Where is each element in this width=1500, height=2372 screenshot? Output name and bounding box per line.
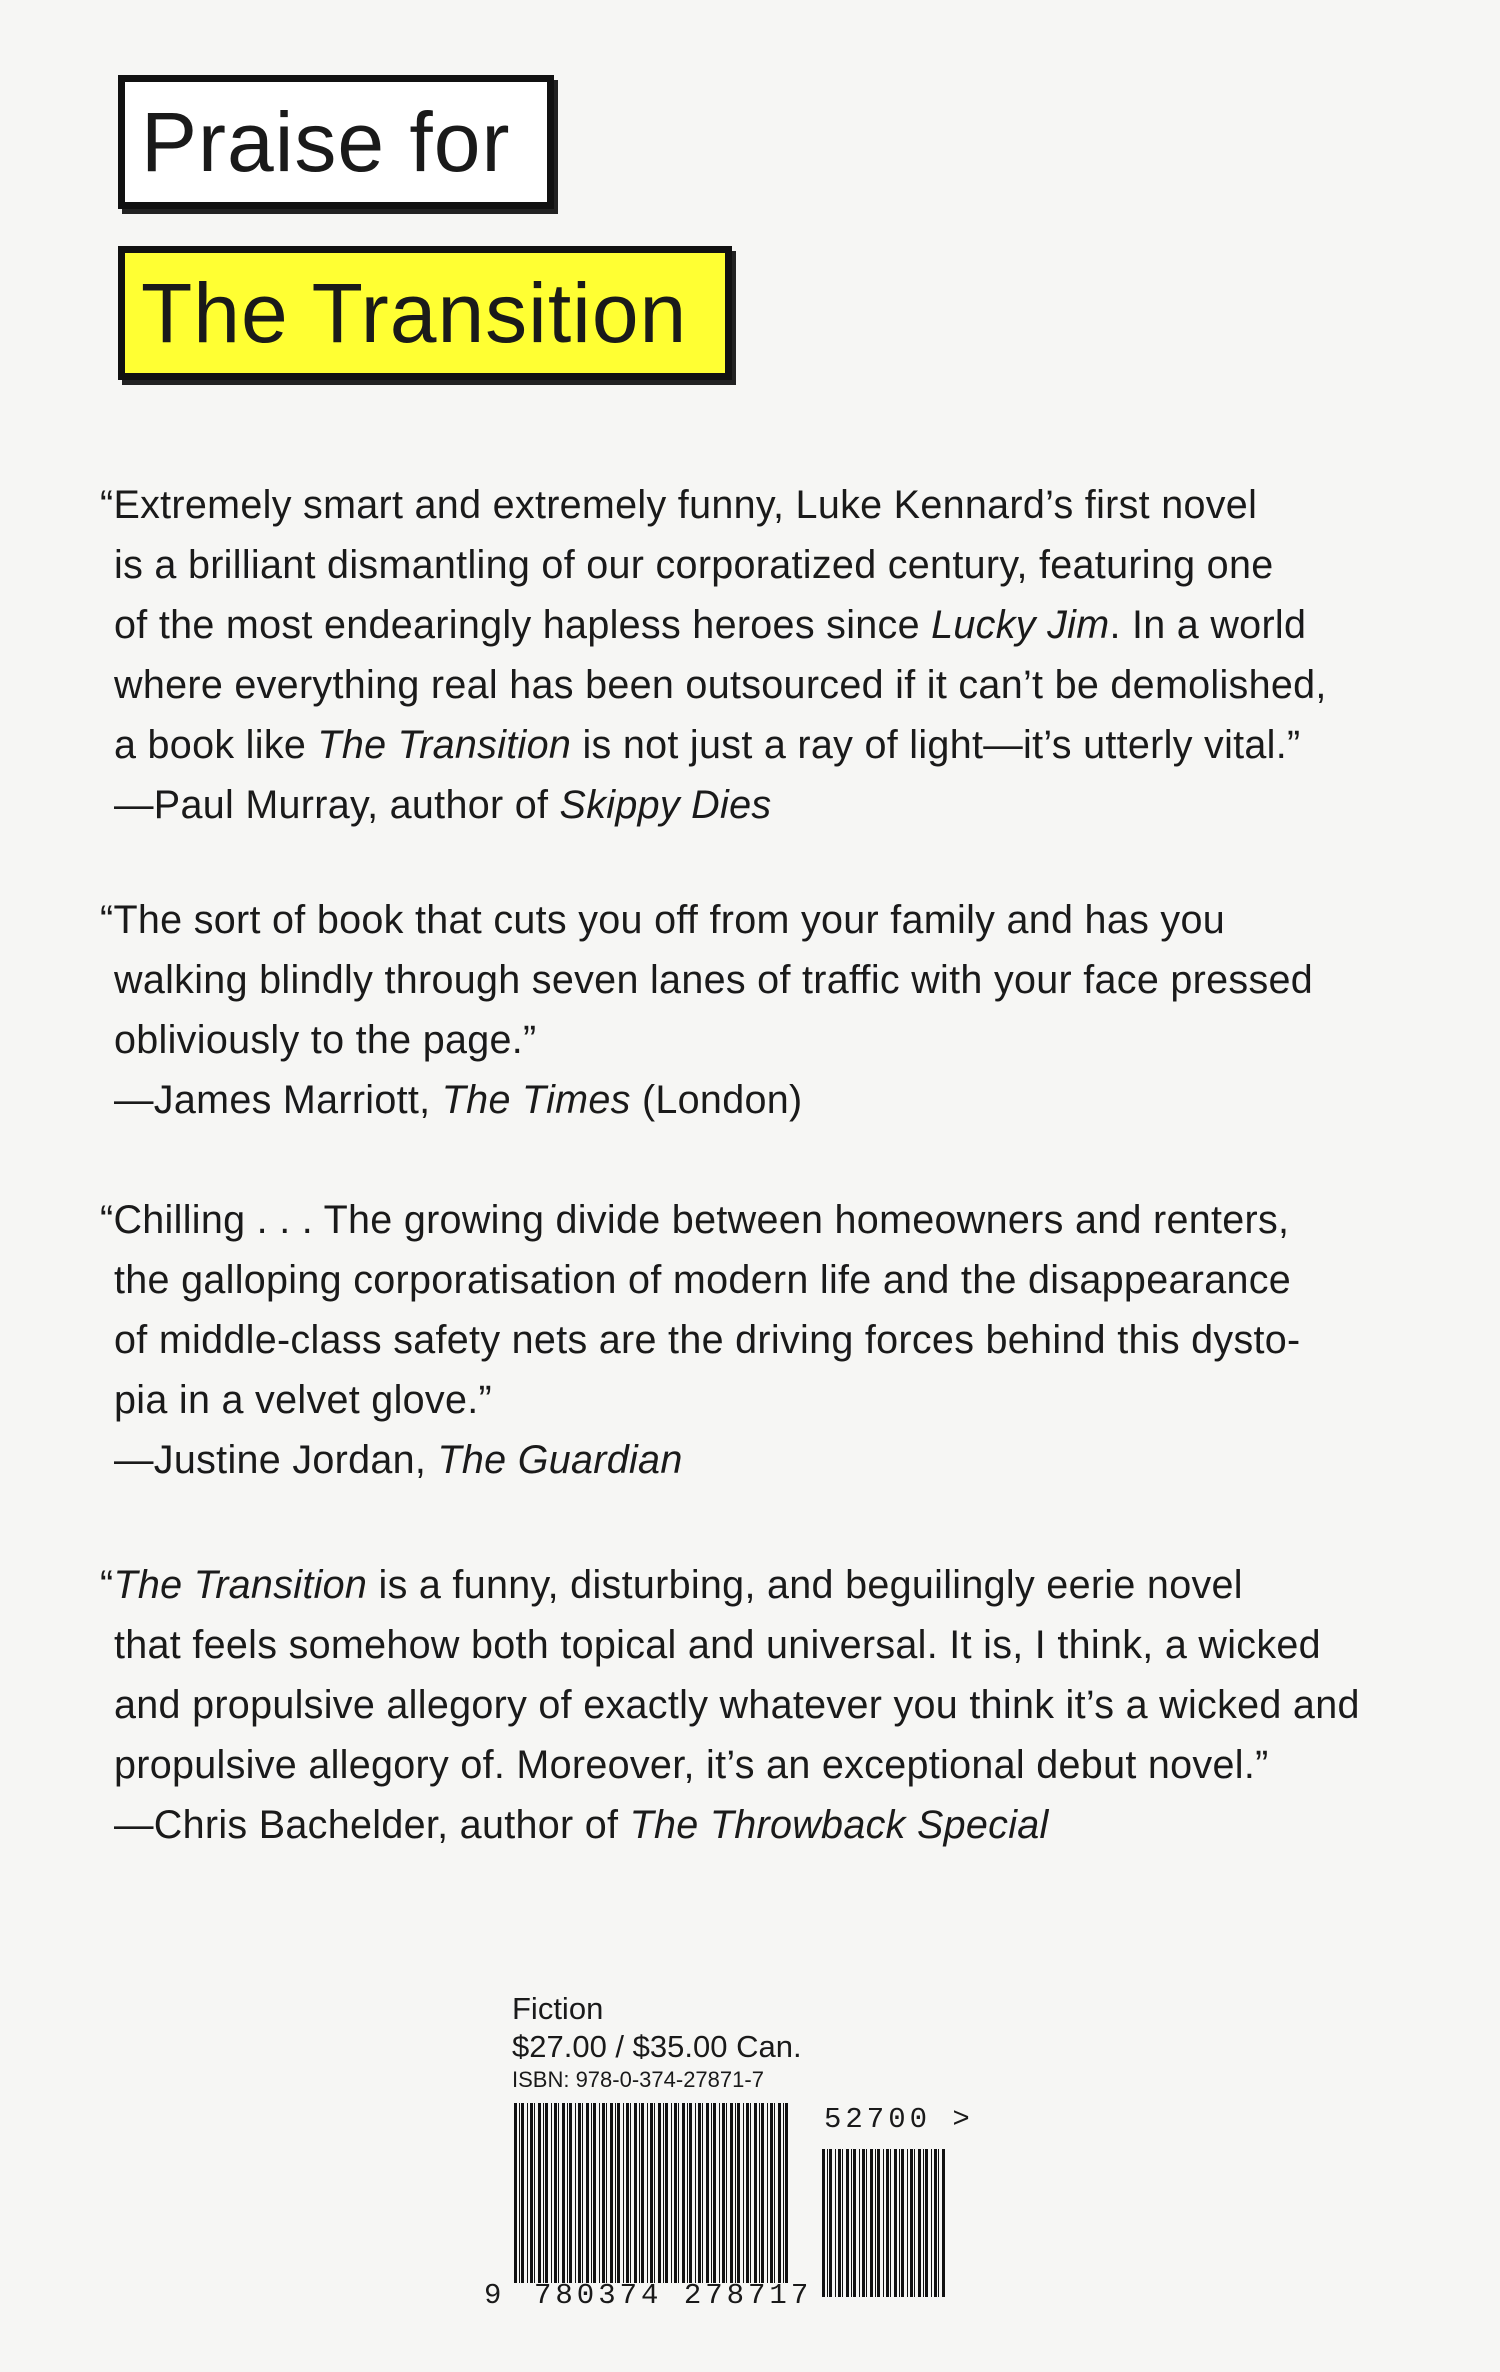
barcode-bar bbox=[578, 2103, 581, 2283]
barcode-bar bbox=[599, 2103, 600, 2283]
barcode-bar bbox=[647, 2103, 648, 2283]
blurb-line: “The Transition is a funny, disturbing, and beguilingly eerie novel bbox=[100, 1563, 1243, 1607]
barcode-bar bbox=[602, 2103, 605, 2283]
barcode-bar bbox=[931, 2149, 932, 2297]
italic-title: Skippy Dies bbox=[559, 783, 772, 827]
blurb-line: “Extremely smart and extremely funny, Luke Kennard’s first novel bbox=[100, 483, 1258, 527]
barcode-bar bbox=[719, 2103, 720, 2283]
barcode-bar bbox=[567, 2103, 568, 2283]
blurb-4 bbox=[100, 1555, 1400, 1855]
blurb-3 bbox=[100, 1190, 1400, 1490]
barcode-bar bbox=[822, 2149, 825, 2297]
barcode-bar bbox=[606, 2103, 607, 2283]
title-book-name-text: The Transition bbox=[141, 266, 688, 360]
barcode-main-digits: 780374 278717 bbox=[534, 2279, 813, 2312]
barcode-bar bbox=[842, 2149, 843, 2297]
barcode-bar bbox=[853, 2149, 856, 2297]
barcode-bar bbox=[778, 2103, 781, 2283]
price-label: $27.00 / $35.00 Can. bbox=[512, 2029, 802, 2064]
barcode-bar bbox=[767, 2103, 768, 2283]
barcode-bar bbox=[689, 2103, 692, 2283]
barcode-bar bbox=[737, 2103, 740, 2283]
barcode-bar bbox=[591, 2103, 592, 2283]
barcode-bar bbox=[702, 2103, 703, 2283]
blurb-attribution: —Justine Jordan, The Guardian bbox=[114, 1438, 683, 1482]
barcode-bar bbox=[899, 2149, 900, 2297]
barcode-bar bbox=[538, 2103, 541, 2283]
barcode-bar bbox=[774, 2103, 775, 2283]
italic-title: The Times bbox=[441, 1078, 631, 1122]
blurb-line: propulsive allegory of. Moreover, it’s an exceptional debut novel.” bbox=[114, 1743, 1269, 1787]
barcode-bar bbox=[687, 2103, 688, 2283]
blurb-line: of middle-class safety nets are the driving forces behind this dysto- bbox=[114, 1318, 1301, 1362]
barcode-bar bbox=[783, 2103, 784, 2283]
barcode-bar bbox=[545, 2103, 548, 2283]
blurb-line: pia in a velvet glove.” bbox=[114, 1378, 492, 1422]
barcode-bar bbox=[827, 2149, 828, 2297]
barcode-bar bbox=[569, 2103, 572, 2283]
barcode-bar bbox=[706, 2103, 709, 2283]
barcode-bar bbox=[883, 2149, 884, 2297]
barcode-bar bbox=[554, 2103, 557, 2283]
barcode-bar bbox=[750, 2103, 751, 2283]
barcode-bar bbox=[586, 2103, 589, 2283]
blurb-line: a book like The Transition is not just a ray of light—it’s utterly vital.” bbox=[114, 723, 1301, 767]
barcode-bar bbox=[759, 2103, 760, 2283]
barcode-bar bbox=[886, 2149, 889, 2297]
category-label: Fiction bbox=[512, 1991, 604, 2026]
barcode-bar bbox=[907, 2149, 908, 2297]
barcode-bar bbox=[770, 2103, 773, 2283]
blurb-attribution: —Chris Bachelder, author of The Throwback Special bbox=[114, 1803, 1049, 1847]
blurb-line: of the most endearingly hapless heroes since Lucky Jim. In a world bbox=[114, 603, 1307, 647]
barcode-bar bbox=[938, 2149, 939, 2297]
barcode-bar bbox=[630, 2103, 631, 2283]
barcode-bar bbox=[514, 2103, 517, 2283]
isbn-label: ISBN: 978-0-374-27871-7 bbox=[512, 2067, 764, 2092]
barcode-bar bbox=[617, 2103, 620, 2283]
barcode-bar bbox=[846, 2149, 849, 2297]
barcode-bar bbox=[942, 2149, 945, 2297]
barcode-bar bbox=[610, 2103, 613, 2283]
barcode-bar bbox=[658, 2103, 661, 2283]
barcode-bar bbox=[530, 2103, 533, 2283]
barcode-bar bbox=[634, 2103, 637, 2283]
barcode-bar bbox=[626, 2103, 629, 2283]
blurb-1 bbox=[100, 475, 1400, 835]
barcode-bar bbox=[914, 2149, 915, 2297]
barcode-bar bbox=[918, 2149, 921, 2297]
barcode-bar bbox=[615, 2103, 616, 2283]
title-praise-for-text: Praise for bbox=[141, 95, 511, 189]
barcode-bar bbox=[527, 2103, 528, 2283]
barcode-bar bbox=[654, 2103, 655, 2283]
barcode-bar bbox=[925, 2149, 928, 2297]
barcode-bar bbox=[521, 2103, 524, 2283]
blurb-line: is a brilliant dismantling of our corporatized century, featuring one bbox=[114, 543, 1274, 587]
barcode-bar bbox=[923, 2149, 924, 2297]
barcode-bar bbox=[543, 2103, 544, 2283]
barcode-bar bbox=[665, 2103, 668, 2283]
barcode-bar bbox=[593, 2103, 596, 2283]
blurb-line: that feels somehow both topical and universal. It is, I think, a wicked bbox=[114, 1623, 1321, 1667]
blurb-line: “The sort of book that cuts you off from your family and has you bbox=[100, 898, 1226, 942]
barcode-bar bbox=[641, 2103, 644, 2283]
barcode-bar bbox=[575, 2103, 576, 2283]
barcode-bar bbox=[726, 2103, 727, 2283]
barcode-bar bbox=[829, 2149, 832, 2297]
blurb-attribution: —James Marriott, The Times (London) bbox=[114, 1078, 803, 1122]
barcode-bar bbox=[877, 2149, 880, 2297]
barcode-bar bbox=[870, 2149, 873, 2297]
barcode-first-digit: 9 bbox=[484, 2279, 506, 2312]
barcode-bar bbox=[639, 2103, 640, 2283]
barcode bbox=[484, 2103, 974, 2323]
blurb-line: “Chilling . . . The growing divide between homeowners and renters, bbox=[100, 1198, 1290, 1242]
barcode-main-bars bbox=[512, 2103, 792, 2283]
barcode-bar bbox=[682, 2103, 685, 2283]
barcode-bar bbox=[519, 2103, 520, 2283]
barcode-bar bbox=[558, 2103, 559, 2283]
barcode-bar bbox=[785, 2103, 788, 2283]
barcode-bar bbox=[901, 2149, 904, 2297]
barcode-bar bbox=[743, 2103, 744, 2283]
barcode-bar bbox=[534, 2103, 535, 2283]
barcode-bar bbox=[859, 2149, 860, 2297]
blurb-line: obliviously to the page.” bbox=[114, 1018, 537, 1062]
barcode-bar bbox=[894, 2149, 897, 2297]
barcode-supplement-digits: 52700 > bbox=[824, 2103, 974, 2136]
blurb-attribution: —Paul Murray, author of Skippy Dies bbox=[114, 783, 772, 827]
italic-title: Lucky Jim bbox=[931, 603, 1110, 647]
barcode-bar bbox=[735, 2103, 736, 2283]
barcode-bar bbox=[582, 2103, 583, 2283]
barcode-bar bbox=[623, 2103, 624, 2283]
barcode-bar bbox=[746, 2103, 749, 2283]
blurb-line: and propulsive allegory of exactly whatever you think it’s a wicked and bbox=[114, 1683, 1360, 1727]
title-book-name bbox=[118, 246, 732, 380]
barcode-bar bbox=[934, 2149, 937, 2297]
barcode-bar bbox=[866, 2149, 867, 2297]
barcode-bar bbox=[862, 2149, 865, 2297]
blurb-line: walking blindly through seven lanes of traffic with your face pressed bbox=[114, 958, 1314, 1002]
italic-title: The Throwback Special bbox=[629, 1803, 1049, 1847]
blurb-line: the galloping corporatisation of modern life and the disappearance bbox=[114, 1258, 1292, 1302]
italic-title: The Guardian bbox=[437, 1438, 683, 1482]
blurb-line: where everything real has been outsourced if it can’t be demolished, bbox=[114, 663, 1327, 707]
barcode-bar bbox=[713, 2103, 716, 2283]
barcode-supplement-bars bbox=[820, 2149, 948, 2297]
barcode-bar bbox=[678, 2103, 679, 2283]
barcode-bar bbox=[698, 2103, 701, 2283]
barcode-bar bbox=[650, 2103, 653, 2283]
barcode-bar bbox=[851, 2149, 852, 2297]
italic-title: The Transition bbox=[113, 1563, 368, 1607]
barcode-bar bbox=[695, 2103, 696, 2283]
barcode-bar bbox=[875, 2149, 876, 2297]
title-praise-for bbox=[118, 75, 554, 209]
barcode-bar bbox=[754, 2103, 757, 2283]
barcode-bar bbox=[722, 2103, 725, 2283]
barcode-bar bbox=[838, 2149, 841, 2297]
barcode-bar bbox=[910, 2149, 913, 2297]
barcode-bar bbox=[671, 2103, 672, 2283]
barcode-bar bbox=[562, 2103, 565, 2283]
italic-title: The Transition bbox=[317, 723, 572, 767]
barcode-bar bbox=[890, 2149, 891, 2297]
barcode-bar bbox=[761, 2103, 764, 2283]
barcode-bar bbox=[711, 2103, 712, 2283]
blurb-2 bbox=[100, 890, 1400, 1130]
barcode-bar bbox=[663, 2103, 664, 2283]
barcode-bar bbox=[730, 2103, 733, 2283]
price-block bbox=[512, 1990, 802, 2094]
barcode-bar bbox=[674, 2103, 677, 2283]
barcode-bar bbox=[551, 2103, 552, 2283]
barcode-bar bbox=[835, 2149, 836, 2297]
